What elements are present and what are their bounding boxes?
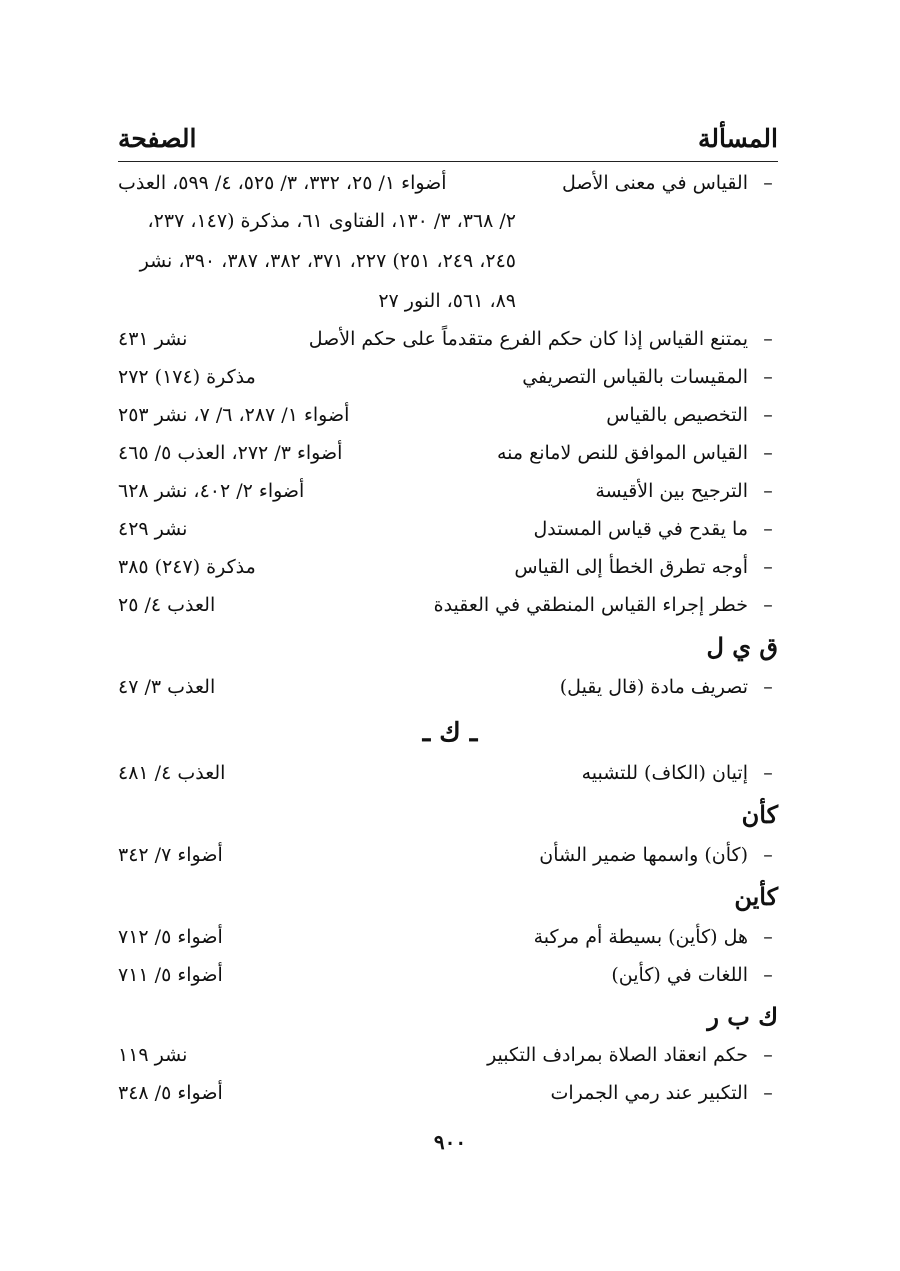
entry-reference-continuation	[118, 250, 778, 284]
index-entry	[118, 404, 778, 438]
entry-dash: –	[763, 404, 773, 426]
entry-reference-line: ٨٩، ٥٦١، النور ٢٧	[378, 290, 516, 312]
entry-reference: أضواء ٥/ ٣٤٨	[118, 1082, 223, 1104]
entry-reference: أضواء ١/ ٢٨٧، ٦/ ٧، نشر ٢٥٣	[118, 404, 350, 426]
entry-reference: العذب ٤/ ٢٥	[118, 594, 216, 616]
page-number: ٩٠٠	[433, 1130, 467, 1154]
entry-reference: مذكرة (١٧٤) ٢٧٢	[118, 366, 256, 388]
entry-dash: –	[763, 442, 773, 464]
entry-reference-line: ٢/ ٣٦٨، ٣/ ١٣٠، الفتاوى ٦١، مذكرة (١٤٧، ٢٣٧،	[147, 210, 516, 232]
entry-topic: يمتنع القياس إذا كان حكم الفرع متقدماً على حكم الأصل	[308, 328, 748, 350]
entry-topic: القياس في معنى الأصل	[562, 172, 748, 194]
entry-dash: –	[763, 1082, 773, 1104]
header-rule	[118, 161, 778, 162]
entry-dash: –	[763, 844, 773, 866]
entry-reference-line: ٢٤٥، ٢٤٩، ٢٥١) ٢٢٧، ٣٧١، ٣٨٢، ٣٨٧، ٣٩٠، نشر	[139, 250, 516, 272]
entry-topic: القياس الموافق للنص لامانع منه	[496, 442, 748, 464]
entry-reference: أضواء ١/ ٢٥، ٣٣٢، ٣/ ٥٢٥، ٤/ ٥٩٩، العذب	[118, 172, 447, 194]
entry-topic: التخصيص بالقياس	[606, 404, 748, 426]
entry-topic: ما يقدح في قياس المستدل	[533, 518, 748, 540]
root-heading-text: ق ي ل	[706, 632, 778, 661]
entry-topic: إتيان (الكاف) للتشبيه	[581, 762, 748, 784]
entry-dash: –	[763, 594, 773, 616]
entry-dash: –	[763, 1044, 773, 1066]
entry-reference: نشر ٤٣١	[118, 328, 188, 350]
index-entry	[118, 926, 778, 960]
index-entry	[118, 964, 778, 998]
index-entry	[118, 594, 778, 628]
entry-dash: –	[763, 556, 773, 578]
entry-reference: العذب ٤/ ٤٨١	[118, 762, 226, 784]
entry-topic: تصريف مادة (قال يقيل)	[559, 676, 748, 698]
index-entry	[118, 762, 778, 796]
entry-reference: العذب ٣/ ٤٧	[118, 676, 216, 698]
entry-dash: –	[763, 480, 773, 502]
root-heading-text: كأن	[741, 800, 778, 829]
entry-topic: المقيسات بالقياس التصريفي	[522, 366, 748, 388]
entry-reference: مذكرة (٢٤٧) ٣٨٥	[118, 556, 256, 578]
index-entry	[118, 844, 778, 878]
index-entry	[118, 172, 778, 206]
entry-reference: أضواء ٧/ ٣٤٢	[118, 844, 223, 866]
index-entry	[118, 518, 778, 552]
section-letter: ـ ك ـ	[422, 718, 478, 748]
entry-reference: نشر ٤٢٩	[118, 518, 188, 540]
entry-dash: –	[763, 762, 773, 784]
entry-dash: –	[763, 926, 773, 948]
entry-topic: التكبير عند رمي الجمرات	[550, 1082, 748, 1104]
entry-reference: أضواء ٥/ ٧١٢	[118, 926, 223, 948]
column-header	[118, 118, 778, 162]
entry-reference: أضواء ٣/ ٢٧٢، العذب ٥/ ٤٦٥	[118, 442, 343, 464]
entry-reference: أضواء ٢/ ٤٠٢، نشر ٦٢٨	[118, 480, 305, 502]
entry-dash: –	[763, 964, 773, 986]
index-entry	[118, 676, 778, 710]
entry-dash: –	[763, 366, 773, 388]
entry-topic: هل (كأين) بسيطة أم مركبة	[533, 926, 748, 948]
entry-topic: الترجيح بين الأقيسة	[595, 480, 748, 502]
entry-dash: –	[763, 172, 773, 194]
index-entry	[118, 1044, 778, 1078]
entry-topic: حكم انعقاد الصلاة بمرادف التكبير	[487, 1044, 748, 1066]
root-heading-text: ك ب ر	[707, 1002, 778, 1031]
entry-dash: –	[763, 328, 773, 350]
entry-topic: أوجه تطرق الخطأ إلى القياس	[514, 556, 748, 578]
entry-reference: نشر ١١٩	[118, 1044, 188, 1066]
entry-topic: خطر إجراء القياس المنطقي في العقيدة	[433, 594, 748, 616]
entry-dash: –	[763, 676, 773, 698]
topic-column-title: المسألة	[698, 124, 778, 153]
index-entry	[118, 366, 778, 400]
index-entry	[118, 480, 778, 514]
root-heading-text: كأين	[734, 882, 778, 911]
entry-reference: أضواء ٥/ ٧١١	[118, 964, 223, 986]
entry-reference-continuation	[118, 210, 778, 244]
entry-topic: (كأن) واسمها ضمير الشأن	[539, 844, 748, 866]
index-entry	[118, 442, 778, 476]
entry-topic: اللغات في (كأين)	[611, 964, 748, 986]
entry-reference-continuation	[118, 290, 778, 324]
index-entry	[118, 328, 778, 362]
index-entry	[118, 556, 778, 590]
entry-dash: –	[763, 518, 773, 540]
page-column-title: الصفحة	[118, 124, 197, 153]
index-entry	[118, 1082, 778, 1116]
